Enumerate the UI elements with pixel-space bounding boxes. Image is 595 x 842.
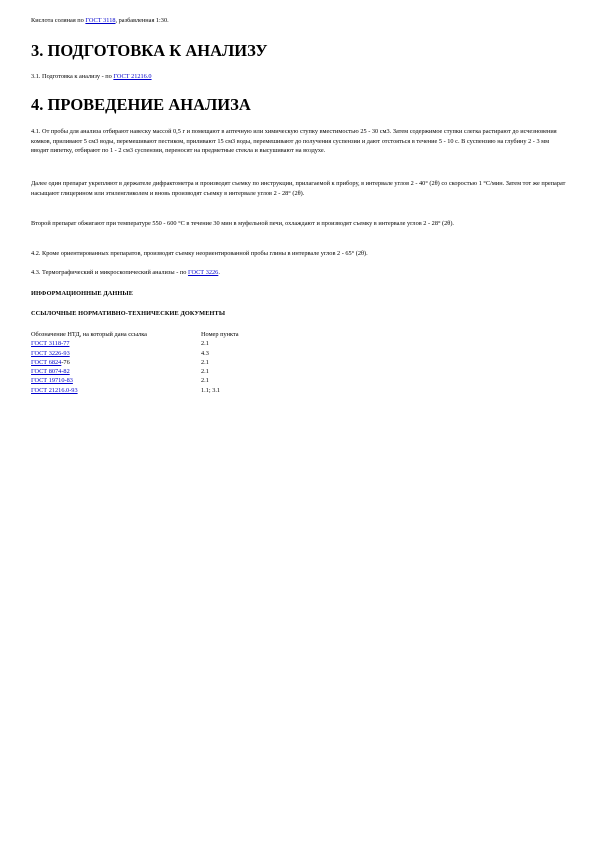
table-cell-doc: [29, 376, 199, 385]
references-table: [29, 330, 303, 395]
table-row: [29, 358, 303, 367]
section-4-heading: 4. ПРОВЕДЕНИЕ АНАЛИЗА: [31, 95, 251, 114]
link-gost-3226[interactable]: ГОСТ 3226: [187, 269, 219, 276]
table-row: [29, 367, 303, 376]
refs-title: ССЫЛОЧНЫЕ НОРМАТИВНО-ТЕХНИЧЕСКИЕ ДОКУМЕНТЫ: [31, 310, 226, 317]
column-header-item: Номер пункта: [201, 331, 239, 338]
link-gost-3118-77[interactable]: ГОСТ 3118-77: [31, 340, 70, 348]
link-gost-6824[interactable]: ГОСТ 6824: [31, 358, 62, 366]
link-gost-21216-0-93[interactable]: ГОСТ 21216.0-93: [31, 386, 78, 394]
table-header-row: [29, 330, 303, 339]
table-cell-item: 2.1: [201, 358, 209, 366]
table-cell-doc: [29, 349, 199, 358]
link-gost-19710-83[interactable]: ГОСТ 19710-83: [31, 377, 73, 385]
section-3-heading: 3. ПОДГОТОВКА К АНАЛИЗУ: [31, 41, 268, 60]
table-row: [29, 349, 303, 358]
info-title: ИНФОРМАЦИОННЫЕ ДАННЫЕ: [31, 290, 134, 297]
column-header-doc: Обозначение НТД, на который дана ссылка: [31, 331, 147, 338]
acid-line: [31, 16, 566, 26]
doc-tail: -76: [61, 358, 70, 366]
section-4-paragraph-3: Второй препарат обжигают при температуре 550 - 600 °С в течение 30 мин в муфельной печи, охлаждают и производят съемку в интервале углов 2 - 28° (2θ).: [31, 220, 454, 227]
link-gost-3118[interactable]: ГОСТ 3118: [85, 17, 116, 24]
table-cell-item: 4.3: [201, 349, 209, 357]
section-4-p5-suffix: .: [218, 269, 220, 276]
table-cell-doc: [29, 339, 199, 348]
acid-line-prefix: Кислота соляная по: [31, 17, 86, 24]
table-row: [29, 339, 303, 348]
link-gost-8074-82[interactable]: ГОСТ 8074-82: [31, 368, 70, 376]
acid-line-suffix: , разбавленная 1:30.: [115, 17, 169, 24]
table-cell-doc: [29, 367, 199, 376]
section-4-p5-text: 4.3. Термографический и микроскопический анализы - по: [31, 269, 188, 276]
table-cell-item: 2.1: [201, 368, 209, 376]
table-cell-item: 2.1: [201, 340, 209, 348]
table-cell-doc: [29, 386, 199, 395]
section-4-paragraph-1: 4.1. От пробы для анализа отбирают навеску массой 0,5 г и помещают в аптечную или химическую ступку вместимостью 25 - 30 см3. Затем содержимое ступки слегка растирают до исчезновения комков, приливают 5 см3 воды, перемешивают пестиком, приливают 15 см3 воды, перемешивают до получения суспензии и дают отстояться в течение 5 - 10 с. В суспензию на глубину 2 - 3 мм вводят пипетку, отбирают по 1 - 2 см3 суспензии, переносят на предметные стекла и высушивают на воздухе.: [31, 128, 557, 155]
section-4-paragraph-5: [31, 268, 566, 278]
table-cell-doc: [29, 358, 199, 367]
link-gost-21216-0[interactable]: ГОСТ 21216.0: [113, 73, 152, 80]
section-4-paragraph-2: Далее один препарат укрепляют в держателе дифрактометра и производят съемку по инструкции, прилагаемой к прибору, в интервале углов 2 - 40° (2θ) со скоростью 1 °С/мин. Затем тот же препарат насыщают глицерином или этиленгликолем и вновь производят съемку в интервале углов 2 - 28° (2θ).: [31, 180, 566, 197]
link-gost-3226-93[interactable]: ГОСТ 3226-93: [31, 349, 70, 357]
section-3-text: 3.1. Подготовка к анализу - по: [31, 73, 114, 80]
section-4-paragraph-4: 4.2. Кроме ориентированных препаратов, производят съемку неориентированной пробы глины в интервале углов 2 - 65° (2θ).: [31, 250, 368, 257]
section-3-paragraph: [31, 72, 566, 82]
table-row: [29, 376, 303, 385]
table-cell-item: 1.1; 3.1: [201, 386, 221, 394]
table-cell-item: 2.1: [201, 377, 209, 385]
table-row: [29, 386, 303, 395]
